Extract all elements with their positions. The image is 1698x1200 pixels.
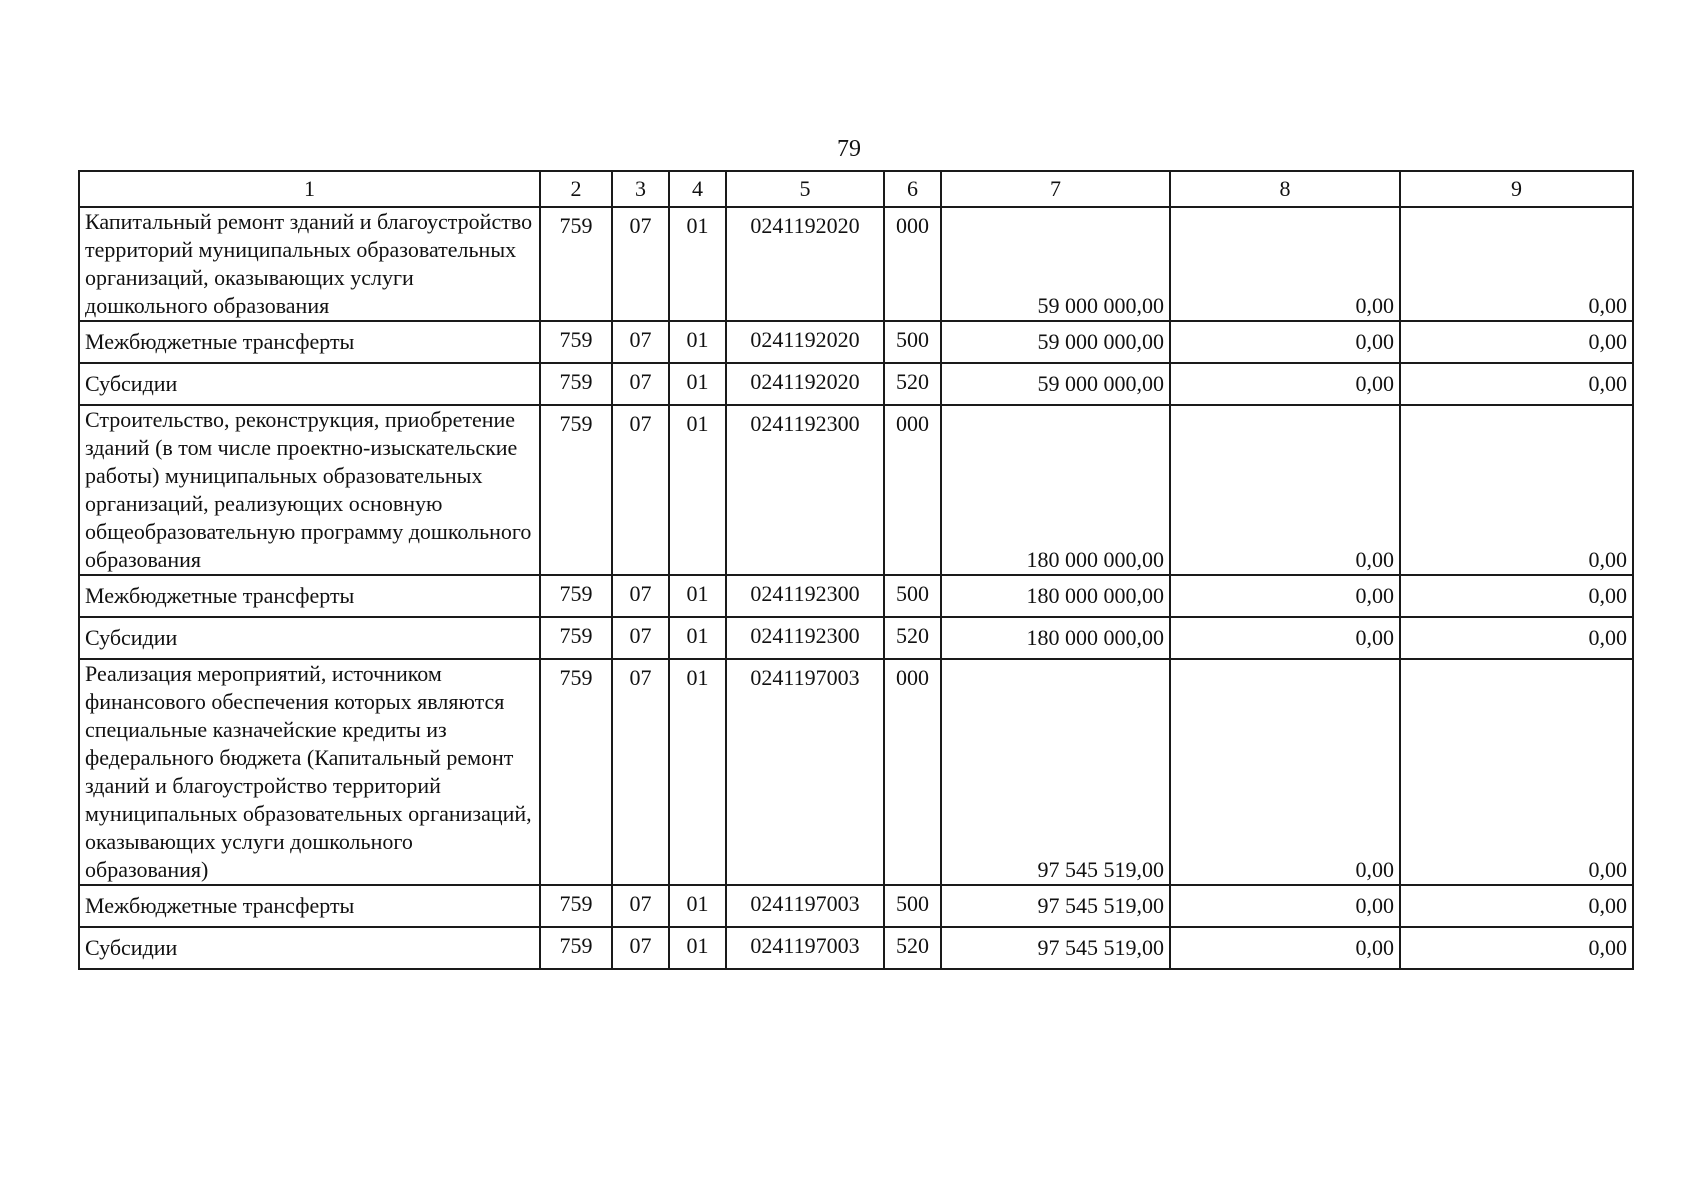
row-code-6: 500 bbox=[884, 321, 941, 363]
row-amount-8: 0,00 bbox=[1170, 321, 1400, 363]
row-code-2: 759 bbox=[540, 617, 612, 659]
row-code-2: 759 bbox=[540, 321, 612, 363]
row-name: Межбюджетные трансферты bbox=[79, 321, 540, 363]
row-amount-9: 0,00 bbox=[1400, 659, 1633, 885]
row-code-4: 01 bbox=[669, 575, 726, 617]
row-amount-9: 0,00 bbox=[1400, 927, 1633, 969]
row-code-2: 759 bbox=[540, 885, 612, 927]
column-header: 8 bbox=[1170, 171, 1400, 207]
row-amount-9: 0,00 bbox=[1400, 885, 1633, 927]
table-row bbox=[79, 885, 1633, 927]
row-amount-9: 0,00 bbox=[1400, 575, 1633, 617]
row-amount-7: 59 000 000,00 bbox=[941, 321, 1170, 363]
row-code-2: 759 bbox=[540, 363, 612, 405]
row-name: Строительство, реконструкция, приобретение зданий (в том числе проектно-изыскательские работы) муниципальных образовательных организаций, реализующих основную общеобразовательную программу дошкольного образования bbox=[79, 405, 540, 575]
row-code-5: 0241192300 bbox=[726, 575, 884, 617]
column-header: 3 bbox=[612, 171, 669, 207]
row-amount-8: 0,00 bbox=[1170, 659, 1400, 885]
row-code-2: 759 bbox=[540, 575, 612, 617]
row-name: Межбюджетные трансферты bbox=[79, 885, 540, 927]
row-code-5: 0241192020 bbox=[726, 321, 884, 363]
table-row bbox=[79, 927, 1633, 969]
row-code-6: 520 bbox=[884, 927, 941, 969]
table-row bbox=[79, 405, 1633, 575]
row-code-3: 07 bbox=[612, 659, 669, 885]
row-code-6: 520 bbox=[884, 617, 941, 659]
row-code-4: 01 bbox=[669, 659, 726, 885]
row-code-3: 07 bbox=[612, 927, 669, 969]
row-code-5: 0241192300 bbox=[726, 617, 884, 659]
row-code-3: 07 bbox=[612, 405, 669, 575]
row-amount-7: 59 000 000,00 bbox=[941, 363, 1170, 405]
row-amount-7: 97 545 519,00 bbox=[941, 927, 1170, 969]
row-name: Межбюджетные трансферты bbox=[79, 575, 540, 617]
page-number: 79 bbox=[837, 136, 861, 162]
column-header: 6 bbox=[884, 171, 941, 207]
row-code-4: 01 bbox=[669, 363, 726, 405]
row-amount-9: 0,00 bbox=[1400, 321, 1633, 363]
table-row bbox=[79, 659, 1633, 885]
row-code-3: 07 bbox=[612, 885, 669, 927]
row-code-2: 759 bbox=[540, 405, 612, 575]
row-code-5: 0241192300 bbox=[726, 405, 884, 575]
row-code-5: 0241197003 bbox=[726, 927, 884, 969]
row-code-5: 0241197003 bbox=[726, 885, 884, 927]
row-code-4: 01 bbox=[669, 617, 726, 659]
row-code-2: 759 bbox=[540, 659, 612, 885]
row-code-3: 07 bbox=[612, 575, 669, 617]
column-header: 9 bbox=[1400, 171, 1633, 207]
budget-table bbox=[78, 170, 1634, 970]
table-row bbox=[79, 617, 1633, 659]
row-code-3: 07 bbox=[612, 363, 669, 405]
row-code-6: 000 bbox=[884, 207, 941, 321]
row-amount-8: 0,00 bbox=[1170, 207, 1400, 321]
row-amount-8: 0,00 bbox=[1170, 405, 1400, 575]
row-name: Субсидии bbox=[79, 617, 540, 659]
row-code-6: 000 bbox=[884, 659, 941, 885]
row-amount-8: 0,00 bbox=[1170, 927, 1400, 969]
row-amount-8: 0,00 bbox=[1170, 885, 1400, 927]
row-name: Капитальный ремонт зданий и благоустройство территорий муниципальных образовательных организаций, оказывающих услуги дошкольного образования bbox=[79, 207, 540, 321]
row-code-4: 01 bbox=[669, 207, 726, 321]
row-code-6: 500 bbox=[884, 885, 941, 927]
column-header: 1 bbox=[79, 171, 540, 207]
row-amount-7: 59 000 000,00 bbox=[941, 207, 1170, 321]
row-code-4: 01 bbox=[669, 321, 726, 363]
row-amount-9: 0,00 bbox=[1400, 617, 1633, 659]
row-code-6: 000 bbox=[884, 405, 941, 575]
table-row bbox=[79, 321, 1633, 363]
row-code-4: 01 bbox=[669, 885, 726, 927]
row-amount-7: 180 000 000,00 bbox=[941, 405, 1170, 575]
row-name: Субсидии bbox=[79, 363, 540, 405]
row-amount-8: 0,00 bbox=[1170, 363, 1400, 405]
row-code-4: 01 bbox=[669, 405, 726, 575]
row-code-6: 500 bbox=[884, 575, 941, 617]
table-row bbox=[79, 207, 1633, 321]
row-amount-7: 97 545 519,00 bbox=[941, 659, 1170, 885]
row-code-2: 759 bbox=[540, 207, 612, 321]
row-amount-9: 0,00 bbox=[1400, 405, 1633, 575]
row-amount-8: 0,00 bbox=[1170, 617, 1400, 659]
row-code-2: 759 bbox=[540, 927, 612, 969]
row-name: Реализация мероприятий, источником финансового обеспечения которых являются специальные казначейские кредиты из федерального бюджета (Капитальный ремонт зданий и благоустройство территорий муниципальных образовательных организаций, оказывающих услуги дошкольного образования) bbox=[79, 659, 540, 885]
column-header: 2 bbox=[540, 171, 612, 207]
table-row bbox=[79, 575, 1633, 617]
row-amount-7: 97 545 519,00 bbox=[941, 885, 1170, 927]
row-code-5: 0241192020 bbox=[726, 363, 884, 405]
row-amount-7: 180 000 000,00 bbox=[941, 575, 1170, 617]
row-amount-9: 0,00 bbox=[1400, 363, 1633, 405]
row-code-3: 07 bbox=[612, 321, 669, 363]
row-amount-9: 0,00 bbox=[1400, 207, 1633, 321]
row-code-5: 0241192020 bbox=[726, 207, 884, 321]
column-number-header-row bbox=[79, 171, 1633, 207]
row-code-3: 07 bbox=[612, 207, 669, 321]
column-header: 7 bbox=[941, 171, 1170, 207]
row-code-4: 01 bbox=[669, 927, 726, 969]
column-header: 5 bbox=[726, 171, 884, 207]
column-header: 4 bbox=[669, 171, 726, 207]
row-code-3: 07 bbox=[612, 617, 669, 659]
row-name: Субсидии bbox=[79, 927, 540, 969]
row-amount-7: 180 000 000,00 bbox=[941, 617, 1170, 659]
row-code-6: 520 bbox=[884, 363, 941, 405]
table-row bbox=[79, 363, 1633, 405]
row-code-5: 0241197003 bbox=[726, 659, 884, 885]
row-amount-8: 0,00 bbox=[1170, 575, 1400, 617]
